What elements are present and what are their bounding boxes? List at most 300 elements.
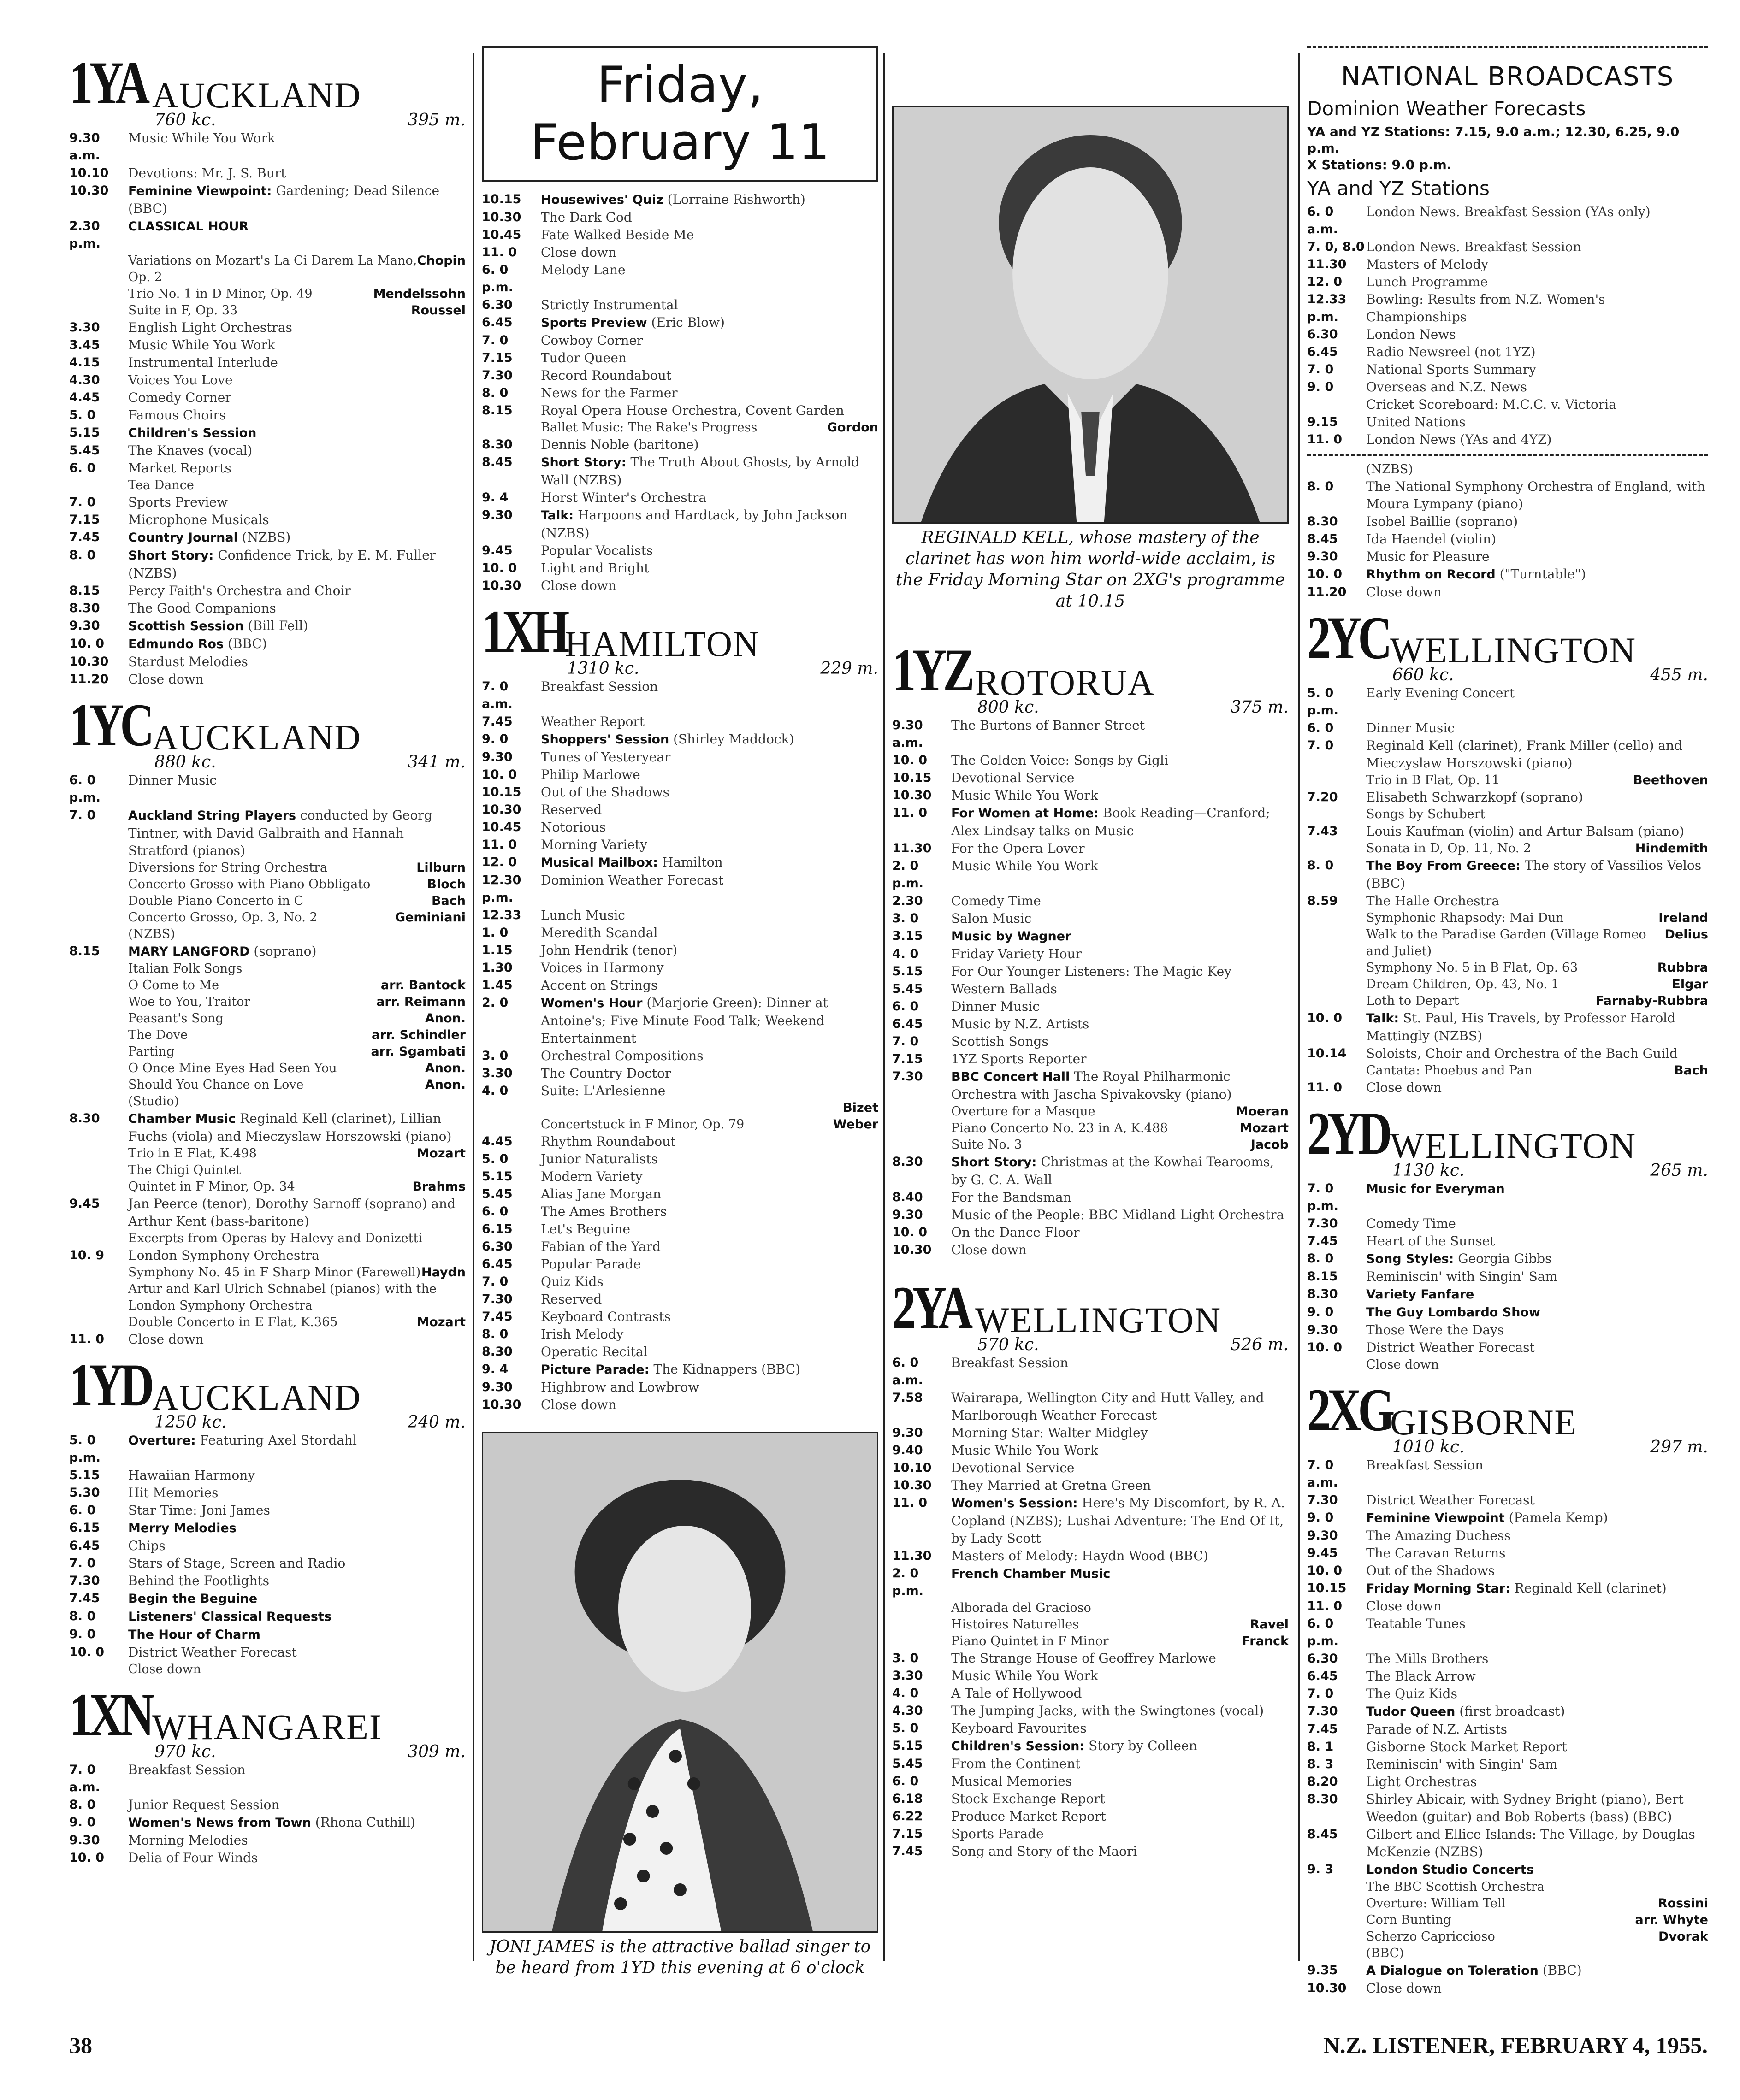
programme-bold: Scottish Session (128, 619, 244, 633)
time: 8.15 (1307, 1269, 1338, 1284)
programme-item (1307, 1738, 1708, 1756)
programme-item (482, 1361, 878, 1379)
programme-bold: BBC Concert Hall (951, 1070, 1070, 1084)
programme-text (951, 752, 1289, 769)
time: 7. 0 (1307, 738, 1334, 753)
programme-detail: Record Roundabout (541, 368, 672, 383)
work-title: Concerto Grosso with Piano Obbligato (128, 877, 371, 891)
reginald-kell-photo (892, 106, 1289, 524)
time: 9.30 (1307, 1528, 1338, 1543)
programme-text (128, 372, 466, 389)
time: 8.30 (1307, 1792, 1338, 1806)
time: 7.58 (892, 1391, 923, 1405)
programme-detail: English Light Orchestras (128, 320, 292, 335)
time: 5. 0 (482, 1152, 509, 1166)
programme-bold: Rhythm on Record (1366, 567, 1496, 582)
programme-detail: The Caravan Returns (1366, 1546, 1506, 1561)
programme-text (951, 840, 1289, 857)
programme-bold: Children's Session: (951, 1739, 1085, 1753)
programme-detail: Alias Jane Morgan (541, 1186, 662, 1202)
programme-bold: Music for Everyman (1366, 1182, 1505, 1196)
programme-detail: Stardust Melodies (128, 654, 248, 669)
programme-item (69, 1537, 466, 1555)
programme-detail: Comedy Corner (128, 390, 231, 405)
time: 6. 0 (69, 1503, 96, 1517)
programme-text (128, 1761, 466, 1796)
programme-text (951, 717, 1289, 752)
time: 11.20 (1307, 585, 1347, 599)
time: 10.30 (1307, 1981, 1347, 1995)
time: 10.30 (69, 183, 109, 198)
time: 11. 0 (482, 838, 517, 852)
programme-text (951, 1442, 1289, 1459)
programme-item (892, 892, 1289, 910)
programme-item (892, 1755, 1289, 1773)
time: 6. 0 p.m. (1307, 1616, 1338, 1648)
programme-item (1307, 720, 1708, 737)
programme-detail: London News. Breakfast Session (YAs only) (1366, 204, 1651, 219)
programme-item (892, 980, 1289, 998)
time: 6.30 (482, 1239, 513, 1254)
programme-item (892, 1650, 1289, 1667)
programme-detail: Breakfast Session (951, 1355, 1069, 1370)
frequency-kc: 660 kc. (1392, 666, 1454, 684)
time: 6. 0 a.m. (1307, 205, 1338, 236)
programme-detail: Wairarapa, Wellington City and Hutt Valley, and Marlborough Weather Forecast (951, 1390, 1264, 1423)
programme-item (482, 731, 878, 749)
programme-text (128, 165, 466, 182)
programme-detail: Shirley Abicair, with Sydney Bright (piano), Bert Weedon (guitar) and Bob Roberts (bass) (BBC) (1366, 1792, 1684, 1824)
programme-item (482, 191, 878, 209)
work-title: Sonata in D, Op. 11, No. 2 (1366, 841, 1532, 855)
page-date-heading: Friday, February 11 (482, 46, 878, 182)
composer: Brahms (412, 1180, 466, 1194)
programme-detail: Produce Market Report (951, 1809, 1106, 1824)
composer: Dvorak (1658, 1929, 1708, 1944)
time: 11. 0 (1307, 432, 1343, 447)
frequency-kc: 800 kc. (977, 698, 1039, 717)
programme-detail: Light Orchestras (1366, 1774, 1477, 1789)
programme-text (1366, 203, 1708, 238)
time: 9.30 (1307, 549, 1338, 564)
programme-detail: Instrumental Interlude (128, 355, 278, 370)
programme-item (482, 332, 878, 349)
programme-detail: Popular Parade (541, 1256, 641, 1272)
programme-item (69, 511, 466, 529)
programme-item (892, 1685, 1289, 1702)
programme-text (951, 945, 1289, 963)
programme-bold: The Hour of Charm (128, 1628, 260, 1642)
programme-bold: Women's News from Town (128, 1816, 311, 1830)
work-title: O Come to Me (128, 978, 219, 992)
wavelength-m: 395 m. (408, 111, 466, 130)
programme-item (482, 542, 878, 560)
programme-detail: District Weather Forecast (128, 1645, 297, 1660)
programme-text (951, 1206, 1289, 1224)
time: 7.30 (482, 368, 513, 383)
note-line: (Studio) (128, 1094, 179, 1109)
programme-text (541, 1047, 878, 1065)
programme-text (1366, 1527, 1708, 1545)
time: 11. 0 (1307, 1599, 1343, 1613)
programme-item (892, 1068, 1289, 1103)
column-4 (1307, 46, 1708, 2003)
programme-text (128, 1832, 466, 1849)
station-city: HAMILTON (565, 624, 760, 664)
call-sign: 1YZ (892, 636, 971, 704)
programme-item (1307, 1304, 1708, 1321)
programme-item (482, 314, 878, 332)
programme-item (482, 766, 878, 784)
programme-detail: Georgia Gibbs (1458, 1251, 1552, 1266)
programme-text (951, 963, 1289, 980)
programme-text (541, 801, 878, 819)
programme-item (892, 752, 1289, 769)
weather-x-line: X Stations: 9.0 p.m. (1307, 157, 1452, 172)
programme-detail: Overseas and N.Z. News (1366, 379, 1527, 395)
composer: Elgar (1672, 977, 1708, 991)
programme-detail: Lunch Music (541, 908, 625, 923)
programme-item (892, 1153, 1289, 1189)
programme-item (69, 1796, 466, 1814)
time: 10.45 (482, 820, 521, 834)
programme-detail: For Our Younger Listeners: The Magic Key (951, 964, 1232, 979)
programme-item (892, 1241, 1289, 1259)
time: 9.45 (69, 1197, 100, 1211)
composer: Delius (1664, 927, 1708, 942)
programme-bold: London Studio Concerts (1366, 1863, 1534, 1877)
programme-detail: Out of the Shadows (541, 785, 670, 800)
programme-item (482, 1308, 878, 1326)
programme-detail: Reginald Kell (clarinet) (1514, 1581, 1667, 1596)
programme-item (1307, 789, 1708, 806)
work-line (541, 1100, 878, 1116)
programme-detail: Musical Memories (951, 1774, 1072, 1789)
programme-text (1366, 1268, 1708, 1286)
programme-item (1307, 478, 1708, 513)
programme-item (892, 1494, 1289, 1547)
programme-text (1366, 238, 1708, 256)
programme-detail: Royal Opera House Orchestra, Covent Garden (541, 403, 844, 418)
column-rule (1298, 53, 1300, 1961)
programme-item (1307, 203, 1708, 238)
station-header (69, 49, 466, 117)
work-line (128, 893, 466, 909)
programme-detail: (NZBS) (242, 530, 291, 545)
programme-text (1366, 737, 1708, 772)
programme-text (541, 226, 878, 244)
programme-detail: Reminiscin' with Singin' Sam (1366, 1269, 1557, 1284)
programme-text (128, 943, 466, 961)
programme-item (1307, 584, 1708, 601)
programme-detail: Scottish Songs (951, 1034, 1048, 1049)
composer: arr. Reimann (376, 995, 466, 1009)
programme-text (1366, 1962, 1708, 1980)
time: 7.30 (1307, 1493, 1338, 1507)
work-line (128, 1060, 466, 1077)
programme-item (69, 336, 466, 354)
work-title: Piano Concerto No. 23 in A, K.488 (951, 1121, 1168, 1135)
programme-text (128, 336, 466, 354)
programme-text (128, 389, 466, 407)
programme-item (69, 1555, 466, 1572)
programme-item (482, 1082, 878, 1100)
time: 5.30 (69, 1486, 100, 1500)
time: 12. 0 (482, 855, 517, 869)
issue-line: N.Z. LISTENER, FEBRUARY 4, 1955. (1323, 2032, 1708, 2058)
programme-item (1307, 1756, 1708, 1773)
programme-text (1366, 1773, 1708, 1791)
work-line (1366, 1062, 1708, 1079)
programme-item (1307, 273, 1708, 291)
time: 9. 0 (1307, 1510, 1334, 1525)
work-title: Symphony No. 45 in F Sharp Minor (Farewell) (128, 1265, 421, 1280)
yayz-heading: YA and YZ Stations (1307, 177, 1490, 200)
time: 2. 0 p.m. (892, 1566, 923, 1598)
programme-text (128, 1484, 466, 1502)
time: 9.30 (482, 750, 513, 764)
time: 9.30 (482, 508, 513, 522)
time: 4.15 (69, 355, 100, 370)
time: 3.30 (482, 1066, 513, 1080)
weather-heading: Dominion Weather Forecasts (1307, 97, 1586, 120)
programme-detail: Dinner Music (128, 773, 217, 788)
programme-text (1366, 1286, 1708, 1304)
programme-text (128, 653, 466, 671)
programme-text (541, 436, 878, 454)
time: 7. 0 (482, 333, 509, 348)
programme-text (541, 713, 878, 731)
programme-item (1307, 1598, 1708, 1615)
programme-text (951, 1494, 1289, 1547)
composer: Bach (1674, 1063, 1708, 1078)
programme-text (541, 296, 878, 314)
programme-item (1307, 1215, 1708, 1233)
time: 5. 0 p.m. (69, 1433, 101, 1465)
programme-item (69, 1590, 466, 1608)
programme-text (541, 577, 878, 595)
programme-text (951, 1790, 1289, 1808)
programme-item (1307, 343, 1708, 361)
programme-detail: Rhythm Roundabout (541, 1134, 676, 1149)
station-city: AUCKLAND (152, 1377, 361, 1417)
composer: arr. Whyte (1635, 1913, 1708, 1927)
programme-item (482, 836, 878, 854)
work-title: Woe to You, Traitor (128, 995, 250, 1009)
programme-detail: They Married at Gretna Green (951, 1478, 1151, 1493)
programme-item (1307, 1562, 1708, 1580)
programme-item (482, 1343, 878, 1361)
work-title: Symphony No. 5 in B Flat, Op. 63 (1366, 961, 1578, 975)
portrait-image (483, 1433, 877, 1931)
programme-item (69, 1110, 466, 1145)
time: 9.30 (69, 1833, 100, 1847)
time: 6.15 (482, 1222, 513, 1236)
programme-item (1307, 431, 1708, 448)
programme-text (951, 1354, 1289, 1389)
time: 11.30 (892, 1549, 932, 1563)
time: 2.30 p.m. (69, 219, 101, 251)
programme-detail: Chips (128, 1538, 166, 1553)
programme-detail: Morning Star: Walter Midgley (951, 1425, 1148, 1440)
call-sign: 1XN (69, 1681, 151, 1748)
work-title: Double Piano Concerto in C (128, 894, 304, 908)
time: 9.45 (1307, 1546, 1338, 1560)
programme-detail: Junior Naturalists (541, 1151, 658, 1167)
programme-bold: Chamber Music (128, 1112, 236, 1126)
work-title: O Once Mine Eyes Had Seen You (128, 1061, 337, 1075)
programme-text (541, 994, 878, 1047)
programme-item (69, 1644, 466, 1661)
programme-item (482, 1256, 878, 1273)
programme-text (128, 1502, 466, 1519)
programme-text (541, 314, 878, 332)
composer: Mozart (417, 1315, 466, 1329)
work-line (128, 1179, 466, 1195)
programme-item (1307, 531, 1708, 548)
programme-detail: Confidence Trick, by E. M. Fuller (NZBS) (128, 548, 436, 581)
programme-text (1366, 1598, 1708, 1615)
time: 9.45 (482, 543, 513, 558)
programme-text (541, 244, 878, 261)
programme-text (951, 1547, 1289, 1565)
programme-text (541, 489, 878, 507)
programme-item (1307, 857, 1708, 892)
programme-detail: Morning Melodies (128, 1833, 248, 1848)
programme-text (1366, 1721, 1708, 1738)
programme-text (541, 942, 878, 959)
programme-text (541, 384, 878, 402)
call-sign: 2XG (1307, 1376, 1391, 1444)
programme-text (541, 1256, 878, 1273)
programme-detail: Out of the Shadows (1366, 1563, 1495, 1578)
programme-item (69, 1626, 466, 1644)
time: 8.30 (1307, 514, 1338, 529)
work-title: Double Concerto in E Flat, K.365 (128, 1315, 338, 1329)
work-line (1366, 1895, 1708, 1912)
programme-text (1366, 1580, 1708, 1598)
programme-text (951, 787, 1289, 804)
time: 6. 0 (1307, 721, 1334, 735)
programme-detail: Close down (128, 672, 204, 687)
programme-text (1366, 1703, 1708, 1721)
portrait-image (894, 107, 1287, 522)
time: 8.30 (1307, 1287, 1338, 1301)
programme-item (1307, 238, 1708, 256)
programme-detail: Stars of Stage, Screen and Radio (128, 1556, 346, 1571)
time: 9.30 a.m. (892, 718, 923, 750)
work-line (128, 860, 466, 876)
programme-detail: On the Dance Floor (951, 1225, 1080, 1240)
programme-detail: Close down (1366, 584, 1442, 600)
programme-detail: (BBC) (1542, 1963, 1582, 1978)
programme-text (128, 807, 466, 860)
time: 8. 0 (69, 1609, 96, 1623)
frequency-kc: 1310 kc. (567, 659, 639, 678)
programme-item (482, 1238, 878, 1256)
programme-bold: Friday Morning Star: (1366, 1581, 1510, 1596)
programme-text (541, 349, 878, 367)
programme-text (128, 1626, 466, 1644)
work-title: Overture for a Masque (951, 1104, 1095, 1119)
programme-text (951, 1477, 1289, 1494)
station-block (1307, 604, 1708, 1097)
time: 7.30 (1307, 1216, 1338, 1231)
programme-item (1307, 1980, 1708, 1997)
work-title: Walk to the Paradise Garden (Village Romeo and Juliet) (1366, 927, 1646, 958)
programme-item (1307, 1250, 1708, 1268)
time: 7.30 (69, 1574, 100, 1588)
programme-bold: Feminine Viewpoint: (128, 184, 272, 198)
programme-detail: Masters of Melody: Haydn Wood (BBC) (951, 1548, 1208, 1563)
programme-text (951, 1241, 1289, 1259)
time: 9.35 (1307, 1963, 1338, 1977)
time: 5.15 (69, 1468, 100, 1482)
time: 7. 0 (69, 808, 96, 822)
work-title: Diversions for String Orchestra (128, 861, 328, 875)
programme-item (482, 784, 878, 801)
station-block (482, 597, 878, 1414)
programme-detail: Behind the Footlights (128, 1573, 270, 1588)
programme-text (541, 678, 878, 713)
time: 6.45 (892, 1017, 923, 1031)
time: 1.45 (482, 978, 513, 992)
programme-detail: Dominion Weather Forecast (541, 873, 724, 888)
programme-detail: ("Turntable") (1499, 566, 1586, 582)
programme-detail: London News. Breakfast Session (1366, 239, 1581, 254)
work-line (128, 302, 466, 319)
programme-text (128, 130, 466, 165)
programme-item (892, 1565, 1289, 1600)
time: 10. 0 (69, 1645, 105, 1659)
programme-text (1366, 326, 1708, 343)
time: 11. 0 (892, 806, 928, 820)
programme-text (1366, 720, 1708, 737)
programme-text (541, 1133, 878, 1150)
station-header (892, 636, 1289, 704)
programme-text (128, 617, 466, 635)
programme-detail: Cricket Scoreboard: M.C.C. v. Victoria (1366, 397, 1616, 412)
programme-detail: National Sports Summary (1366, 362, 1536, 377)
composer: Mendelssohn (373, 287, 466, 301)
programme-detail: Comedy Time (1366, 1216, 1456, 1231)
programme-detail: (BBC) (227, 636, 267, 651)
time: 11.30 (1307, 257, 1347, 271)
programme-detail: Harpoons and Hardtack, by John Jackson (NZBS) (541, 507, 848, 541)
programme-detail: Melody Lane (541, 262, 626, 277)
programme-item (1307, 361, 1708, 378)
composer: arr. Sgambati (371, 1044, 466, 1059)
programme-text (1366, 789, 1708, 806)
time: 8.45 (482, 455, 513, 469)
programme-text (128, 1110, 466, 1145)
time: 7.20 (1307, 790, 1338, 804)
time: 7. 0, 8.0 (1307, 240, 1365, 254)
programme-item (1307, 1721, 1708, 1738)
programme-text (951, 1720, 1289, 1737)
work-title: Parting (128, 1044, 175, 1059)
time: 8.15 (482, 403, 513, 418)
time: 7.30 (1307, 1704, 1338, 1718)
programme-detail: Meredith Scandal (541, 925, 658, 940)
programme-text (1366, 1861, 1708, 1879)
programme-text (1366, 1079, 1708, 1097)
programme-detail: Fate Walked Beside Me (541, 227, 694, 242)
work-line (1366, 1929, 1708, 1945)
programme-text (1366, 1215, 1708, 1233)
programme-detail: John Hendrik (tenor) (541, 943, 678, 958)
programme-item (69, 1572, 466, 1590)
